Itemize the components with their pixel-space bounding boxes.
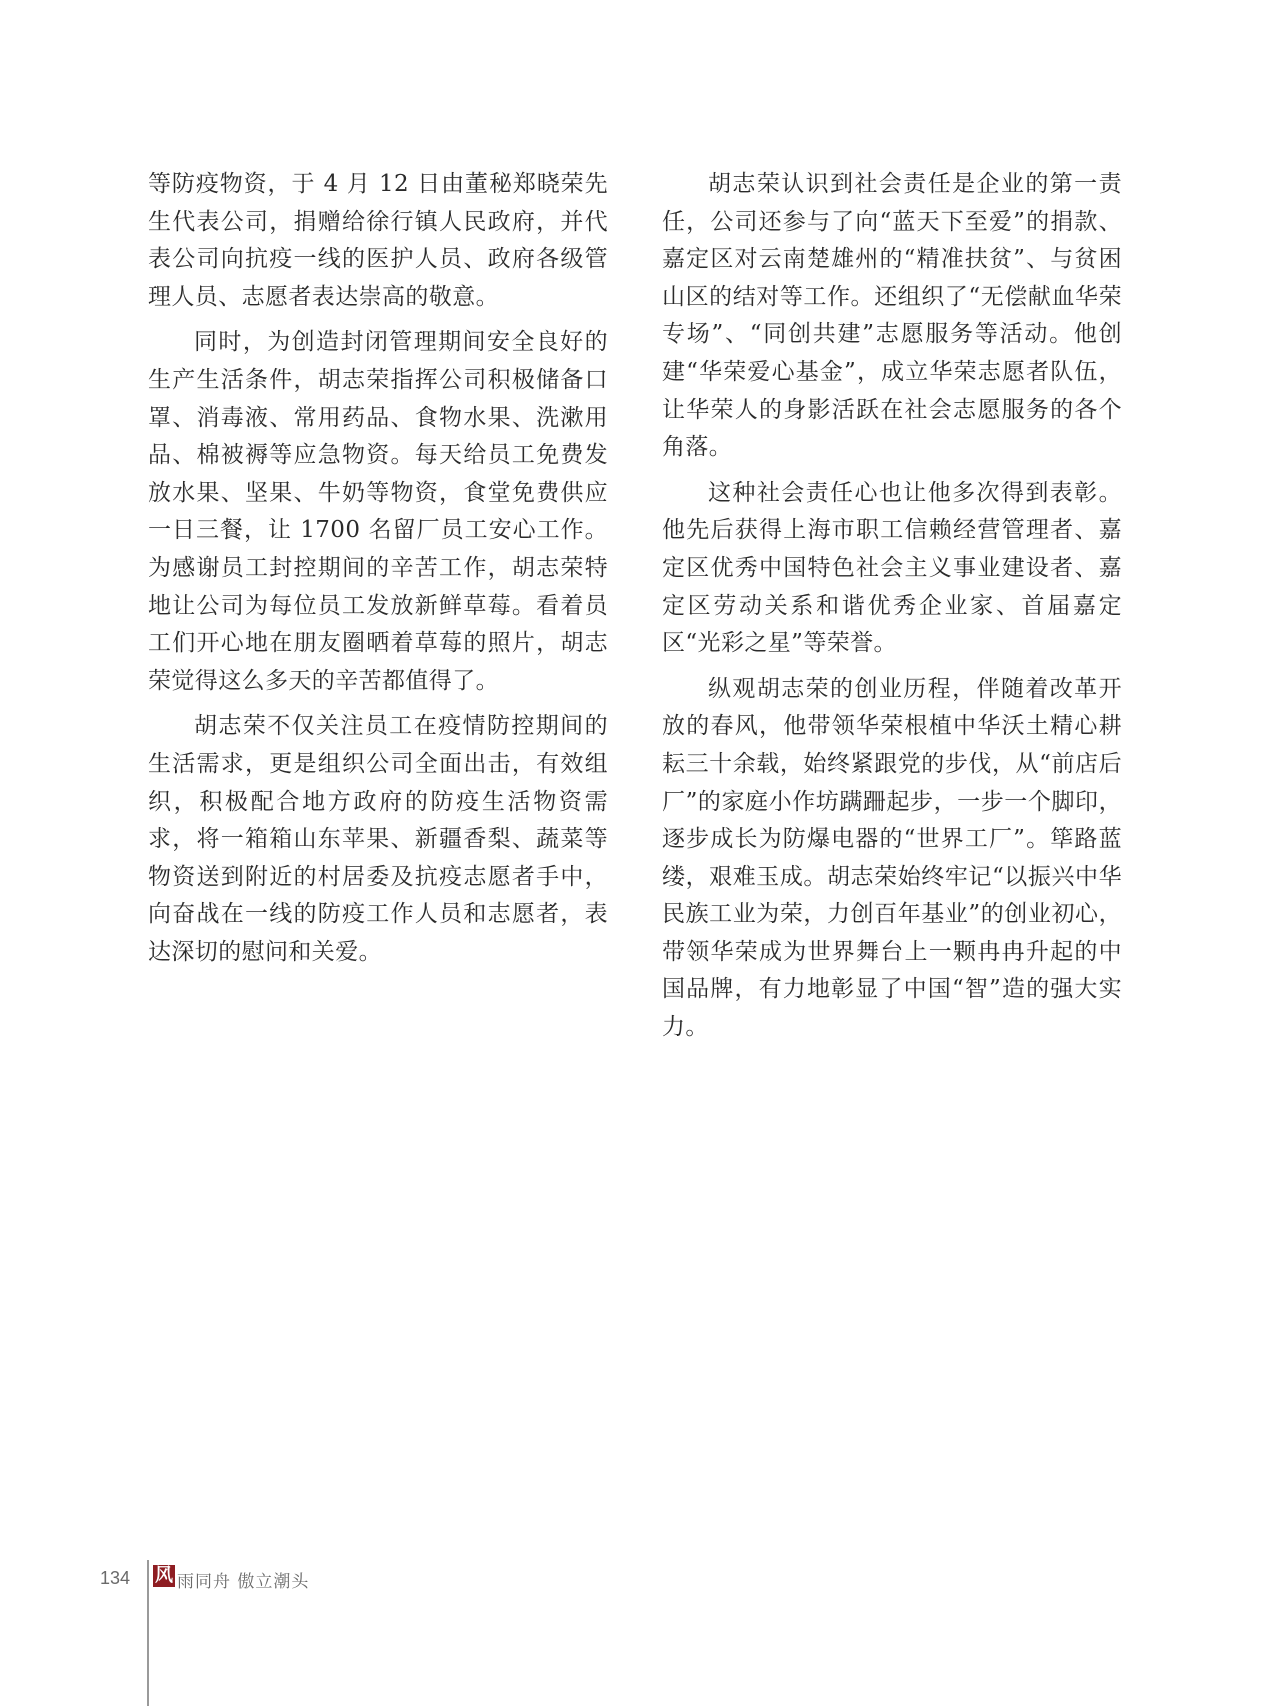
body-paragraph: 这种社会责任心也让他多次得到表彰。他先后获得上海市职工信赖经营管理者、嘉定区优秀中国特色社会主义事业建设者、嘉定区劳动关系和谐优秀企业家、首届嘉定区“光彩之星”等荣誉。 <box>662 479 1122 657</box>
body-paragraph: 同时，为创造封闭管理期间安全良好的生产生活条件，胡志荣指挥公司积极储备口罩、消毒液、常用药品、食物水果、洗漱用品、棉被褥等应急物资。每天给员工免费发放水果、坚果、牛奶等物资，食堂免费供应一日三餐，让 1700 名留厂员工安心工作。为感谢员工封控期间的辛苦工作，胡志荣特地让公司为每位员工发放新鲜草莓。看着员工们开心地在朋友圈晒着草莓的照片，胡志荣觉得这么多天的辛苦都值得了。 <box>148 329 608 694</box>
body-paragraph: 纵观胡志荣的创业历程，伴随着改革开放的春风，他带领华荣根植中华沃土精心耕耘三十余载，始终紧跟党的步伐，从“前店后厂”的家庭小作坊蹒跚起步，一步一个脚印，逐步成长为防爆电器的“世界工厂”。筚路蓝缕，艰难玉成。胡志荣始终牢记“以振兴中华民族工业为荣，力创百年基业”的创业初心，带领华荣成为世界舞台上一颗冉冉升起的中国品牌，有力地彰显了中国“智”造的强大实力。 <box>662 675 1122 1041</box>
body-paragraph: 胡志荣不仅关注员工在疫情防控期间的生活需求，更是组织公司全面出击，有效组织，积极配合地方政府的防疫生活物资需求，将一箱箱山东苹果、新疆香梨、蔬菜等物资送到附近的村居委及抗疫志愿者手中，向奋战在一线的防疫工作人员和志愿者，表达深切的慰问和关爱。 <box>148 713 608 965</box>
right-column <box>662 166 1122 1055</box>
running-title: 雨同舟 傲立潮头 <box>177 1572 310 1592</box>
page-number: 134 <box>100 1568 131 1588</box>
body-paragraph: 胡志荣认识到社会责任是企业的第一责任，公司还参与了向“蓝天下至爱”的捐款、嘉定区对云南楚雄州的“精准扶贫”、与贫困山区的结对等工作。还组织了“无偿献血华荣专场”、“同创共建”志愿服务等活动。他创建“华荣爱心基金”，成立华荣志愿者队伍，让华荣人的身影活跃在社会志愿服务的各个角落。 <box>662 171 1122 461</box>
publication-logo-mark: 风 <box>155 1565 173 1586</box>
body-paragraph: 等防疫物资，于 4 月 12 日由董秘郑晓荣先生代表公司，捐赠给徐行镇人民政府，并代表公司向抗疫一线的医护人员、政府各级管理人员、志愿者表达崇高的敬意。 <box>148 171 608 310</box>
left-column <box>148 166 608 979</box>
page-footer <box>0 1560 1266 1706</box>
footer-divider <box>147 1560 149 1706</box>
